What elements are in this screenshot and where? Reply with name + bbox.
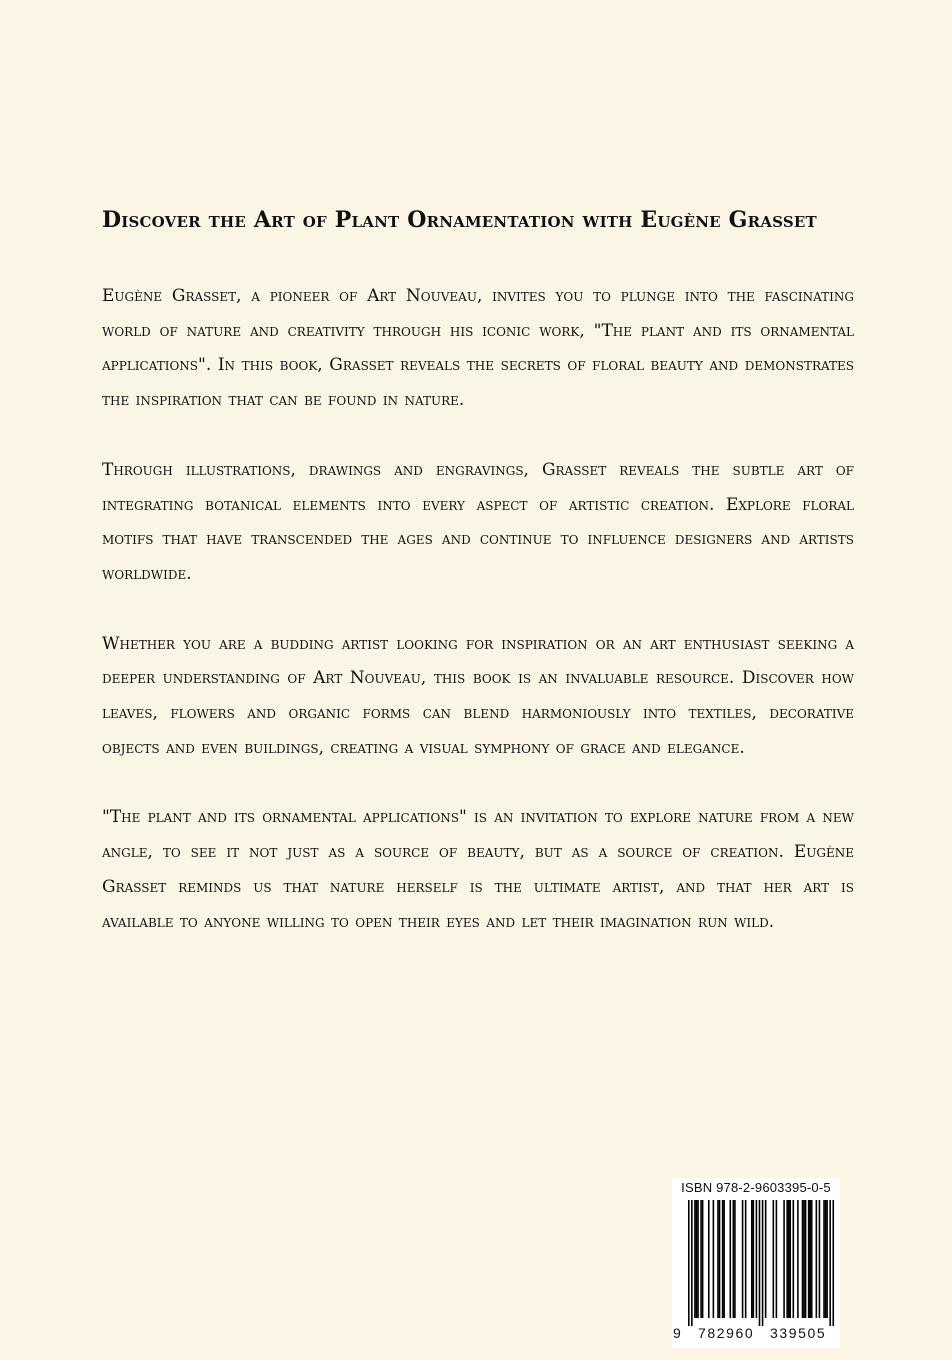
barcode-bar: [719, 1200, 721, 1318]
barcode-bar: [808, 1200, 810, 1318]
barcode-bar: [762, 1200, 764, 1326]
barcode-bar: [829, 1200, 831, 1326]
barcode-bar: [786, 1200, 788, 1318]
barcode-bar: [688, 1200, 690, 1326]
barcode-bar: [697, 1200, 699, 1318]
isbn-label: ISBN 978-2-9603395-0-5: [681, 1180, 831, 1195]
barcode-bar: [816, 1200, 818, 1318]
barcode-bar: [717, 1200, 719, 1318]
barcode-bar: [700, 1200, 702, 1318]
barcode-bar: [723, 1200, 725, 1318]
barcode-bar: [793, 1200, 795, 1318]
barcode-bar: [809, 1200, 811, 1318]
barcode-bar: [702, 1200, 704, 1318]
barcode-digits-left: 782960: [698, 1325, 755, 1341]
barcode-digit-lead: 9: [673, 1325, 681, 1341]
barcode-bar: [696, 1200, 698, 1318]
barcode-bar: [802, 1200, 804, 1318]
barcode-bar: [783, 1200, 785, 1318]
barcode-bar: [734, 1200, 736, 1318]
isbn-barcode-block: [672, 1178, 840, 1348]
barcode-bar: [751, 1200, 753, 1318]
barcode-bar: [756, 1200, 758, 1318]
barcode-bar: [713, 1200, 715, 1318]
barcode-bar: [729, 1200, 731, 1318]
back-cover-text: [102, 200, 854, 939]
barcode-bar: [823, 1200, 825, 1318]
barcode-bar: [776, 1200, 778, 1318]
paragraph-4: "The plant and its ornamental applications" is an invitation to explore nature from a new angle, to see it not just as a source of beauty, but as a source of creation. Eugène Grasset reminds us that nature herself is the ultimate artist, and that her art is available to anyone willing to open their eyes and let their imagination run wild.: [102, 807, 854, 932]
barcode-bar: [819, 1200, 821, 1318]
barcode-bar: [745, 1200, 747, 1318]
barcode-bar: [832, 1200, 834, 1326]
barcode-bar: [722, 1200, 724, 1318]
barcode-bar: [803, 1200, 805, 1318]
barcode: [678, 1200, 836, 1326]
barcode-bar: [733, 1200, 735, 1318]
barcode-bar: [797, 1200, 799, 1318]
barcode-bar: [811, 1200, 813, 1318]
barcode-bar: [765, 1200, 767, 1318]
barcode-bar: [825, 1200, 827, 1318]
barcode-bar: [708, 1200, 710, 1318]
barcode-bar: [788, 1200, 790, 1318]
barcode-bar: [753, 1200, 755, 1318]
barcode-digits-right: 339505: [770, 1325, 827, 1341]
barcode-bar: [789, 1200, 791, 1318]
paragraph-2: Through illustrations, drawings and engravings, Grasset reveals the subtle art of integrating botanical elements into every aspect of artistic creation. Explore floral motifs that have transcended the ages and continue to influence designers and artists worldwide.: [102, 459, 855, 584]
page-title: Discover the Art of Plant Ornamentation with Eugène Grasset: [102, 207, 817, 233]
barcode-bar: [826, 1200, 828, 1318]
paragraph-3: Whether you are a budding artist looking for inspiration or an art enthusiast seeking a deeper understanding of Art Nouveau, this book is an invaluable resource. Discover how leaves, flowers and organic forms can blend harmoniously into textiles, decorative objects and even buildings, creating a visual symphony of grace and elegance.: [102, 633, 854, 758]
barcode-bar: [691, 1200, 693, 1326]
paragraph-1: Eugène Grasset, a pioneer of Art Nouveau, invites you to plunge into the fascinating world of nature and creativity through his iconic work, "The plant and its ornamental applications". In this book, Grasset reveals the secrets of floral beauty and demonstrates the inspiration that can be found in nature.: [102, 286, 854, 411]
barcode-bar: [805, 1200, 807, 1318]
barcode-bar: [694, 1200, 696, 1318]
barcode-bar: [773, 1200, 775, 1318]
barcode-bar: [759, 1200, 761, 1326]
barcode-bar: [742, 1200, 744, 1318]
